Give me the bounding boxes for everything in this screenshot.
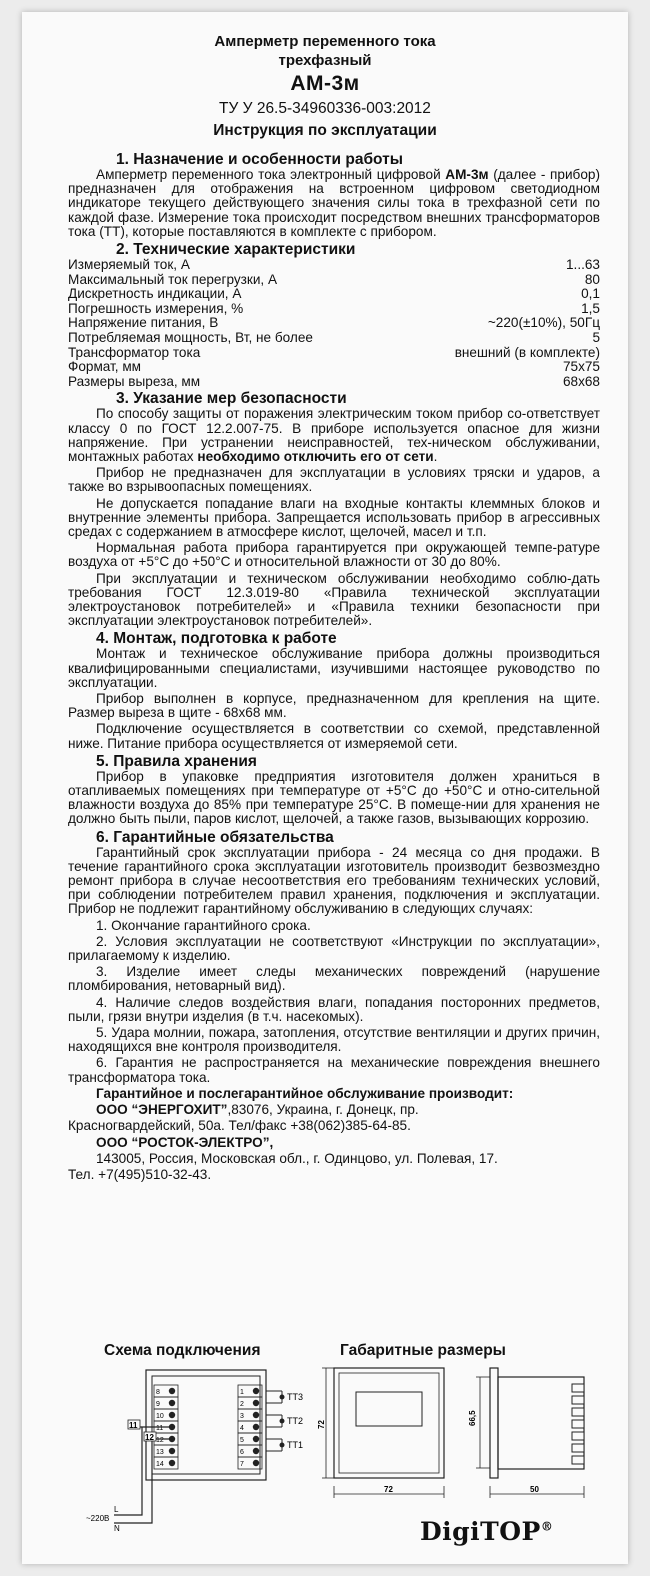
left-pin-number: 8 <box>156 1389 160 1396</box>
spec-label: Формат, мм <box>68 359 142 375</box>
warranty-item: 6. Гарантия не распространяется на механические повреждения внешнего трансформатора тока. <box>68 1055 600 1085</box>
dim-665: 66,5 <box>468 1410 477 1426</box>
spec-row <box>68 360 600 375</box>
brand-logo: DigiTOP® <box>420 1517 554 1546</box>
supply-l-label: L <box>114 1505 119 1514</box>
spec-label: Измеряемый ток, А <box>68 257 190 273</box>
model-name: АМ-3м <box>290 72 360 95</box>
right-pin-number: 1 <box>240 1389 244 1396</box>
section3-p5: При эксплуатации и техническом обслуживании необходимо соблю-дать требования ГОСТ 12.3.019-80 «Правила технической эксплуатации электроустановок потребителей» и «Правила техники безопасности при эксплуатации электроустановок потребителей». <box>68 570 600 629</box>
spec-value: 1,5 <box>581 300 600 316</box>
wire-12-label: 12 <box>145 1433 154 1442</box>
company2-name: ООО “РОСТОК-ЭЛЕКТРО”, <box>96 1134 274 1150</box>
section1-title: 1. Назначение и особенности работы <box>116 151 403 168</box>
tt2-label: ТТ2 <box>287 1416 304 1426</box>
side-terminal-rib <box>572 1456 584 1464</box>
right-pin-number: 6 <box>240 1449 244 1456</box>
dim-height-72: 72 <box>317 1420 326 1429</box>
right-pin-number: 5 <box>240 1437 244 1444</box>
spec-row <box>68 316 600 331</box>
dim-width-72: 72 <box>384 1485 393 1494</box>
spec-row <box>68 346 600 361</box>
dim-depth-50: 50 <box>530 1485 539 1494</box>
section3-p4: Нормальная работа прибора гарантируется при окружающей темпе-ратуре воздуха от +5°С до +50°С и относительной влажности от 30 до 80%. <box>68 540 600 570</box>
title-line1: Амперметр переменного тока <box>214 33 436 50</box>
spec-label: Напряжение питания, В <box>68 315 219 331</box>
left-pin-number: 12 <box>156 1437 164 1444</box>
service-intro: Гарантийное и послегарантийное обслуживание производит: <box>96 1085 514 1101</box>
spec-value: 0,1 <box>581 286 600 302</box>
spec-value: 1...63 <box>565 257 600 273</box>
company1-line2: Красногвардейский, 50а. Тел/факс +38(062)385-64-85. <box>68 1118 411 1134</box>
instruction-sheet <box>22 12 628 1564</box>
tt3-label: ТТ3 <box>287 1392 304 1402</box>
supply-voltage-label: ~220В <box>86 1514 110 1523</box>
spec-row <box>68 302 600 317</box>
company2-line1: 143005, Россия, Московская обл., г. Одинцово, ул. Полевая, 17. <box>96 1150 498 1166</box>
section4-p3: Подключение осуществляется в соответствии со схемой, представленной ниже. Питание прибора осуществляется от измеряемой сети. <box>68 721 600 751</box>
section5-p1: Прибор в упаковке предприятия изготовителя должен храниться в отапливаемых помещениях при температуре от +5°С до +50°С и отно-сительной влажности воздуха до 85% при температуре 25°С. В помеще-нии для хранения не должно быть пыли, паров кислот, щелочей, а также газов, вызывающих коррозию. <box>68 768 600 827</box>
section4-p2: Прибор выполнен в корпусе, предназначенном для крепления на щите. Размер выреза в щите - 68х68 мм. <box>68 691 600 721</box>
spec-value: 80 <box>584 271 600 287</box>
right-pin-number: 4 <box>240 1425 244 1432</box>
section3-p1: По способу защиты от поражения электрическим током прибор со-ответствует классу 0 по ГОСТ 12.2.007-75. В приборе используется опасное для жизни напряжение. При устранении неисправностей, тех-ническом обслуживании, монтажных работах необходимо отключить его от сети. <box>68 406 600 464</box>
spec-value: 75х75 <box>562 359 600 375</box>
spec-label: Погрешность измерения, % <box>68 300 244 316</box>
left-terminal-screw <box>169 1460 175 1466</box>
left-pin-number: 11 <box>156 1425 164 1432</box>
title-line2: трехфазный <box>278 52 372 69</box>
section5-title: 5. Правила хранения <box>96 752 257 770</box>
spec-row <box>68 273 600 288</box>
side-terminal-rib <box>572 1384 584 1392</box>
spec-table <box>68 258 600 389</box>
side-terminal-rib <box>572 1432 584 1440</box>
connection-diagram <box>44 1362 314 1532</box>
dimensions-title: Габаритные размеры <box>340 1342 506 1359</box>
section3-p2: Прибор не предназначен для эксплуатации в условиях тряски и ударов, а также во взрывоопасных помещениях. <box>68 465 600 495</box>
right-terminal-screw <box>253 1448 259 1454</box>
right-terminal-screw <box>253 1424 259 1430</box>
wire-11-label: 11 <box>129 1421 138 1430</box>
left-terminal-screw <box>169 1400 175 1406</box>
side-terminal-rib <box>572 1396 584 1404</box>
company2-line2: Тел. +7(495)510-32-43. <box>68 1166 212 1182</box>
company1-line1: ООО “ЭНЕРГОХИТ”,83076, Украина, г. Донецк, пр. <box>96 1102 419 1118</box>
left-pin-number: 14 <box>156 1461 164 1468</box>
spec-label: Трансформатор тока <box>68 344 201 360</box>
spec-label: Потребляемая мощность, Вт, не более <box>68 329 313 345</box>
section3-title: 3. Указание мер безопасности <box>116 390 347 408</box>
spec-value: 68х68 <box>562 373 600 389</box>
left-terminal-screw <box>169 1448 175 1454</box>
spec-row <box>68 258 600 273</box>
section4-p1: Монтаж и техническое обслуживание прибора должны производиться квалифицированными специалистами, изучившими настоящее руководство по эксплуатации. <box>68 646 600 690</box>
warranty-item: 1. Окончание гарантийного срока. <box>96 917 311 933</box>
spec-value: внешний (в комплекте) <box>454 344 600 360</box>
left-pin-number: 9 <box>156 1401 160 1408</box>
supply-n-label: N <box>114 1524 120 1532</box>
left-pin-number: 13 <box>156 1449 164 1456</box>
right-pin-number: 3 <box>240 1413 244 1420</box>
spec-value: ~220(±10%), 50Гц <box>487 315 600 331</box>
section1-text: Амперметр переменного тока электронный цифровой АМ-3м (далее - прибор) предназначен для отображения на встроенном цифровом светодиодном индикаторе текущего действующего значения силы тока в трехфазной сети по каждой фазе. Измерение тока происходит посредством внешних трансформаторов тока (ТТ), которые поставляются в комплекте с прибором. <box>68 167 600 239</box>
side-terminal-rib <box>572 1420 584 1428</box>
spec-label: Размеры выреза, мм <box>68 373 201 389</box>
spec-row <box>68 287 600 302</box>
spec-row <box>68 375 600 390</box>
right-terminal-screw <box>253 1412 259 1418</box>
tt1-label: ТТ1 <box>287 1440 304 1450</box>
right-terminal-screw <box>253 1400 259 1406</box>
spec-label: Дискретность индикации, А <box>68 286 242 302</box>
right-terminal-screw <box>253 1436 259 1442</box>
section2-title: 2. Технические характеристики <box>116 241 356 259</box>
spec-row <box>68 331 600 346</box>
left-pin-number: 10 <box>156 1413 164 1420</box>
side-terminal-rib <box>572 1408 584 1416</box>
right-pin-number: 7 <box>240 1461 244 1468</box>
warranty-item: 2. Условия эксплуатации не соответствуют «Инструкции по эксплуатации», прилагаемому к изделию. <box>68 933 600 964</box>
left-terminal-screw <box>169 1412 175 1418</box>
section6-p1: Гарантийный срок эксплуатации прибора - 24 месяца со дня продажи. В течение гарантийного срока эксплуатации изготовитель производит безвозмездно ремонт прибора в случае несоответствия его требованиям технических условий, при соблюдении потребителем правил хранения, подключения и эксплуатации. Прибор не подлежит гарантийному обслуживанию в следующих случаях: <box>68 844 600 917</box>
main-content <box>68 150 600 1184</box>
right-terminal-screw <box>253 1388 259 1394</box>
left-terminal-screw <box>169 1388 175 1394</box>
warranty-exclusions-list <box>68 919 600 1085</box>
warranty-item: 4. Наличие следов воздействия влаги, попадания посторонних предметов, пыли, грязи внутри изделия (в т.ч. насекомых). <box>68 994 600 1024</box>
doc-title: Инструкция по эксплуатации <box>213 122 437 139</box>
section3-p3: Не допускается попадание влаги на входные контакты клеммных блоков и внутренние элементы прибора. Запрещается использовать прибор в агрессивных средах с содержанием в атмосфере кислот, щелочей, масел и т.п. <box>68 495 600 539</box>
scheme-title: Схема подключения <box>104 1342 261 1359</box>
tu-code: ТУ У 26.5-34960336-003:2012 <box>219 100 431 117</box>
warranty-item: 5. Удара молнии, пожара, затопления, отсутствие вентиляции и других причин, находящихся вне контроля производителя. <box>68 1025 600 1055</box>
spec-label: Максимальный ток перегрузки, А <box>68 271 278 287</box>
section6-title: 6. Гарантийные обязательства <box>96 828 334 846</box>
front-dimensions-drawing <box>314 1362 474 1512</box>
side-dimensions-drawing <box>464 1362 614 1512</box>
section4-title: 4. Монтаж, подготовка к работе <box>96 630 337 648</box>
side-terminal-rib <box>572 1444 584 1452</box>
warranty-item: 3. Изделие имеет следы механических повреждений (нарушение пломбирования, нетоварный вид). <box>68 964 600 994</box>
right-pin-number: 2 <box>240 1401 244 1408</box>
spec-value: 5 <box>592 329 600 345</box>
right-terminal-screw <box>253 1460 259 1466</box>
